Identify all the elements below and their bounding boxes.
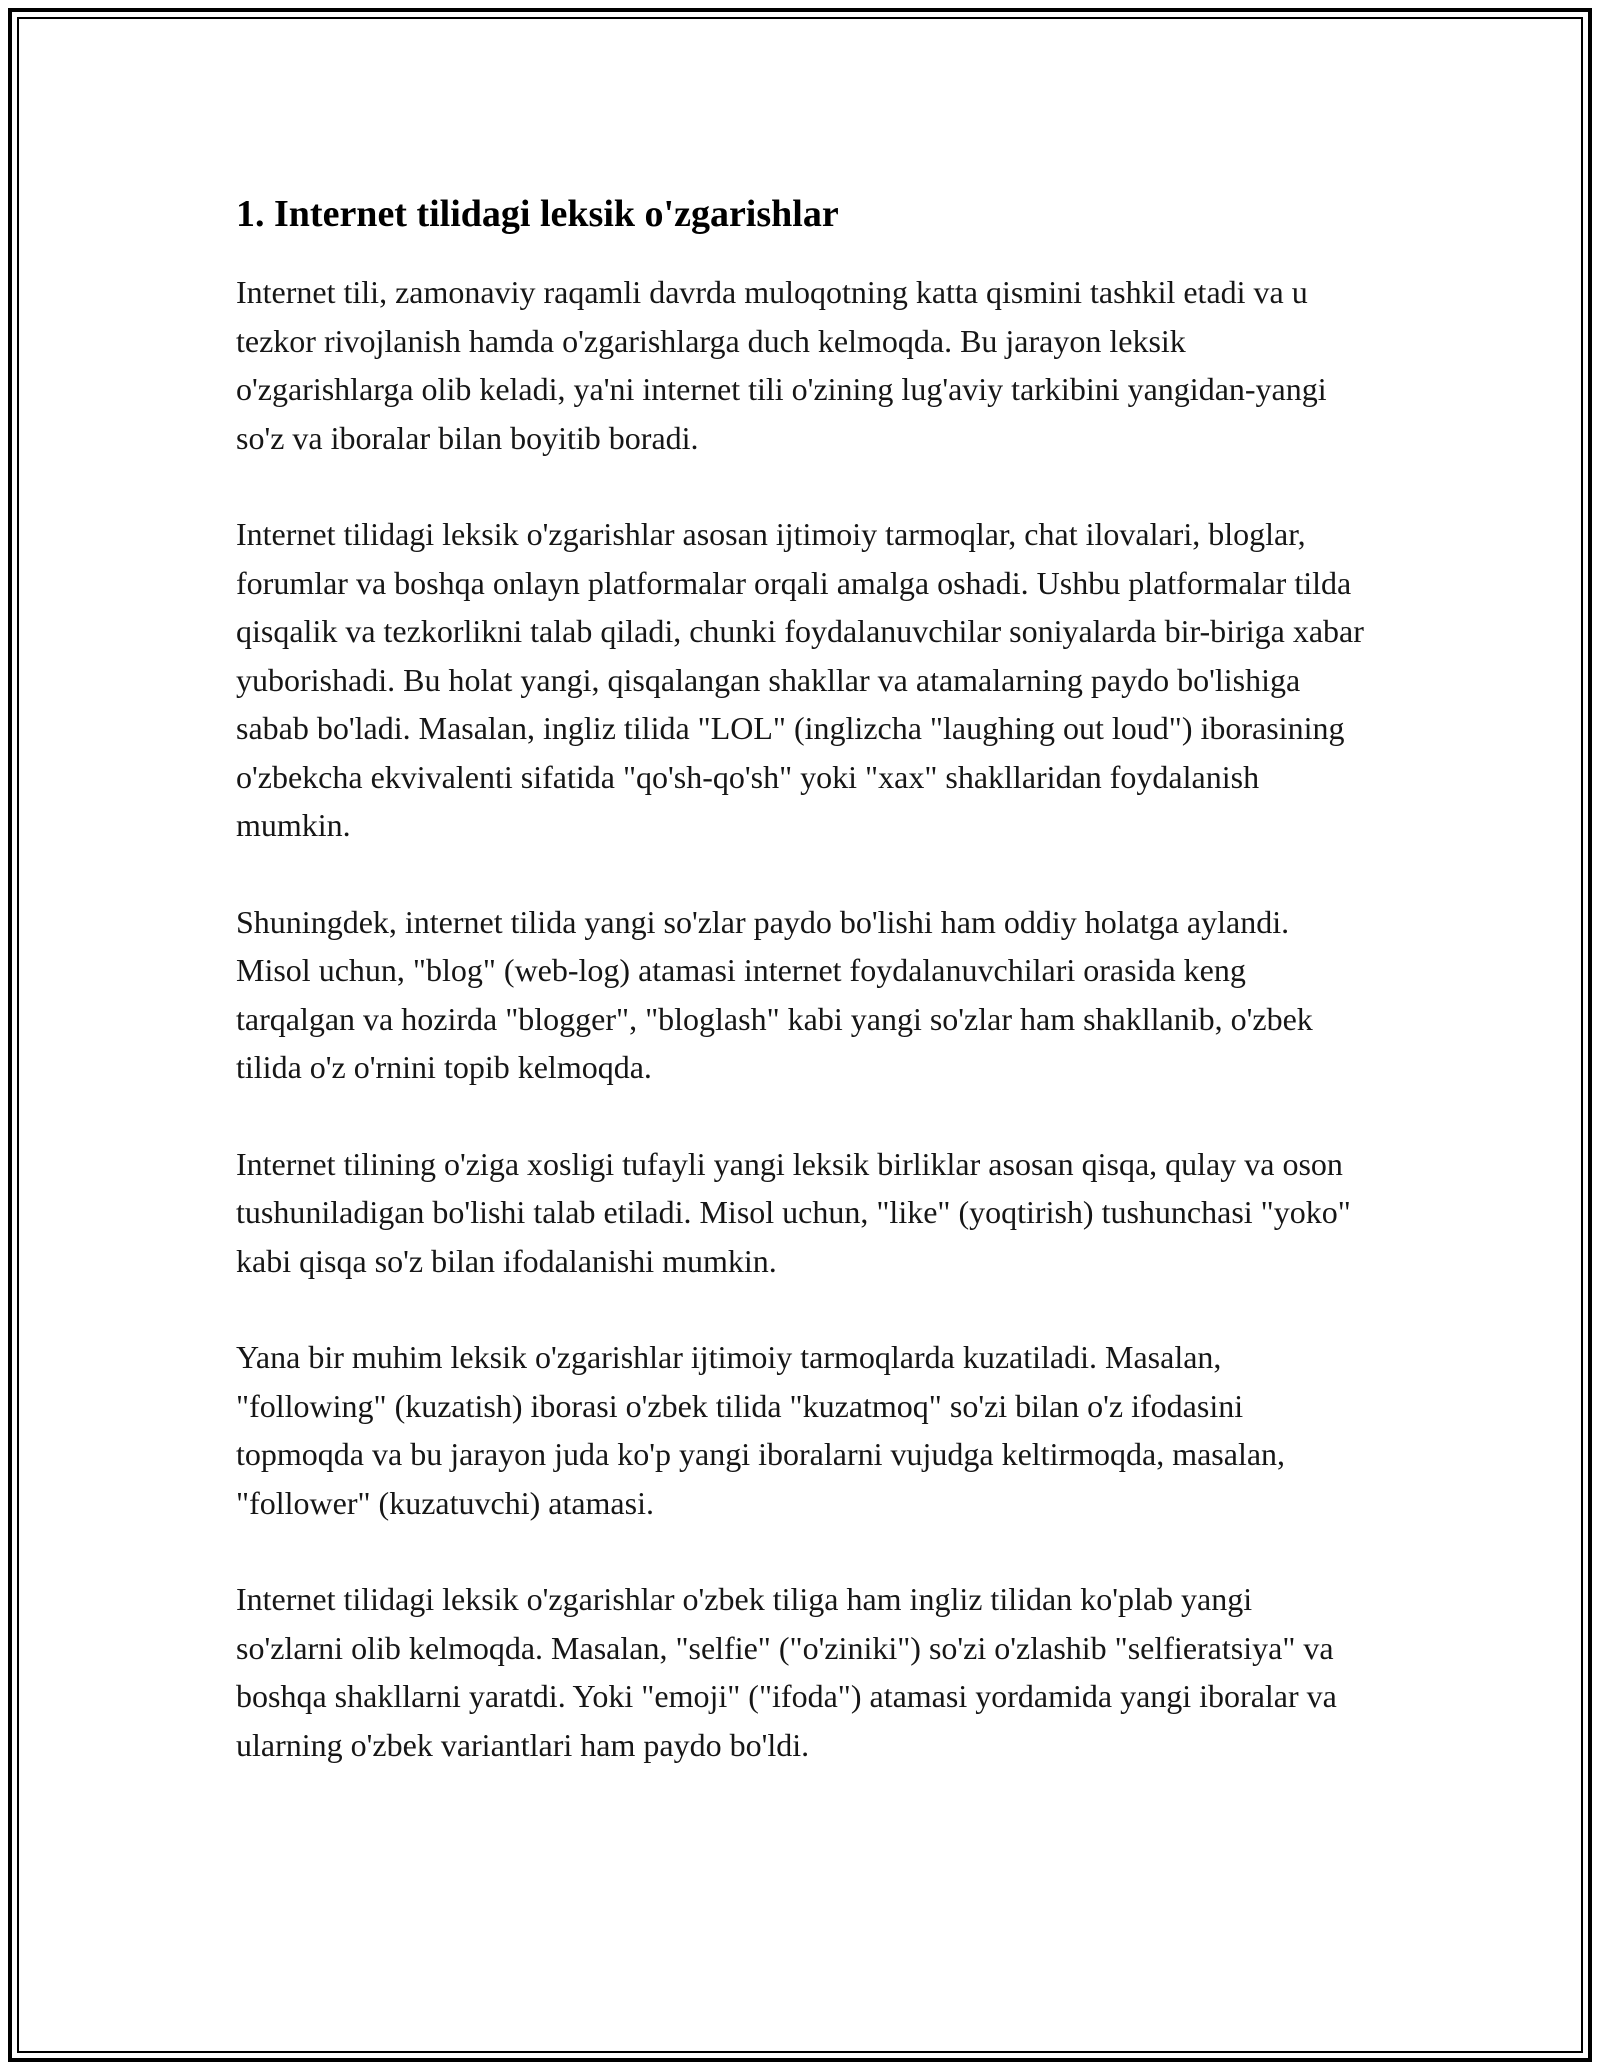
paragraph-5: Yana bir muhim leksik o'zgarishlar ijtimoiy tarmoqlarda kuzatiladi. Masalan, "following" (kuzatish) iborasi o'zbek tilida "kuzatmoq" so'zi bilan o'z ifodasini topmoqda va bu jarayon juda ko'p yangi iboralarni vujudga keltirmoqda, masalan, "follower" (kuzatuvchi) atamasi. <box>236 1339 1286 1521</box>
paragraph-3: Shuningdek, internet tilida yangi so'zlar paydo bo'lishi ham oddiy holatga aylandi. Misol uchun, "blog" (web-log) atamasi internet foydalanuvchilari orasida keng tarqalgan va hozirda "blogger", "bloglash" kabi yangi so'zlar ham shakllanib, o'zbek tilida o'z o'rnini topib kelmoqda. <box>236 903 1313 1085</box>
document-body <box>236 188 1366 1817</box>
paragraph-6: Internet tilidagi leksik o'zgarishlar o'zbek tiliga ham ingliz tilidan ko'plab yangi so'zlarni olib kelmoqda. Masalan, "selfie" ("o'ziniki") so'zi o'zlashib "selfieratsiya" va boshqa shakllarni yaratdi. Yoki "emoji" ("ifoda") atamasi yordamida yangi iboralar va ularning o'zbek variantlari ham paydo bo'ldi. <box>236 1581 1337 1763</box>
paragraph-1: Internet tili, zamonaviy raqamli davrda muloqotning katta qismini tashkil etadi va u tezkor rivojlanish hamda o'zgarishlarga duch kelmoqda. Bu jarayon leksik o'zgarishlarga olib keladi, ya'ni internet tili o'zining lug'aviy tarkibini yangidan-yangi so'z va iboralar bilan boyitib boradi. <box>236 274 1327 456</box>
section-heading: 1. Internet tilidagi leksik o'zgarishlar <box>236 193 839 235</box>
paragraph-4: Internet tilining o'ziga xosligi tufayli yangi leksik birliklar asosan qisqa, qulay va oson tushuniladigan bo'lishi talab etiladi. Misol uchun, "like" (yoqtirish) tushunchasi "yoko" kabi qisqa so'z bilan ifodalanishi mumkin. <box>236 1145 1351 1279</box>
paragraph-2: Internet tilidagi leksik o'zgarishlar asosan ijtimoiy tarmoqlar, chat ilovalari, bloglar, forumlar va boshqa onlayn platformalar orqali amalga oshadi. Ushbu platformalar tilda qisqalik va tezkorlikni talab qiladi, chunki foydalanuvchilar soniyalarda bir-biriga xabar yuborishadi. Bu holat yangi, qisqalangan shakllar va atamalarning paydo bo'lishiga sabab bo'ladi. Masalan, ingliz tilida "LOL" (inglizcha "laughing out loud") iborasining o'zbekcha ekvivalenti sifatida "qo'sh-qo'sh" yoki "xax" shakllaridan foydalanish mumkin. <box>236 516 1364 843</box>
